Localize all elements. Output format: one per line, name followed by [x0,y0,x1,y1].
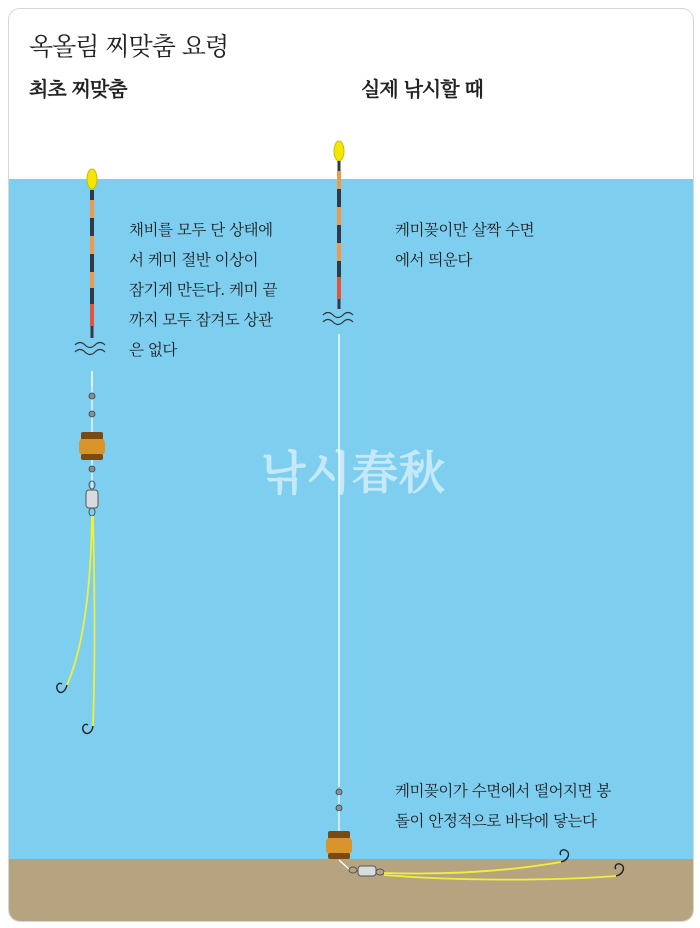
water-area [9,179,693,859]
sinker-icon [326,831,352,859]
note-line: 까지 모두 잠겨도 상관 [129,311,273,329]
right-panel-heading: 실제 낚시할 때 [361,77,483,101]
bead-icon [89,466,95,472]
seabed-area [9,859,693,921]
watermark: 낚시春秋 [261,446,446,500]
bead-icon [89,393,95,399]
note-line: 은 없다 [129,341,177,359]
right-panel-note-bottom [395,776,611,836]
chemical-light-left [87,169,97,189]
diagram-title: 옥올림 찌맞춤 요령 [29,32,229,61]
note-line: 케미꽂이만 살짝 수면 [395,221,535,239]
sinker-icon [79,432,105,460]
bead-icon [336,789,342,795]
bead-icon [89,411,95,417]
left-panel-note [129,215,277,365]
note-line: 에서 띄운다 [395,251,472,269]
right-panel-note-top [395,215,534,275]
note-line: 채비를 모두 단 상태에 [129,221,273,239]
diagram-frame [8,8,694,922]
note-line: 케미꽂이가 수면에서 떨어지면 봉 [395,782,611,800]
left-panel-heading: 최초 찌맞춤 [29,77,127,101]
float-body-right [337,171,341,309]
note-line: 서 케미 절반 이상이 [129,251,259,269]
bead-icon [336,805,342,811]
note-line: 돌이 안정적으로 바닥에 닿는다 [395,812,597,830]
chemical-light-right [334,141,344,161]
note-line: 잠기게 만든다. 케미 끝 [129,281,277,299]
float-body-left [90,190,94,338]
